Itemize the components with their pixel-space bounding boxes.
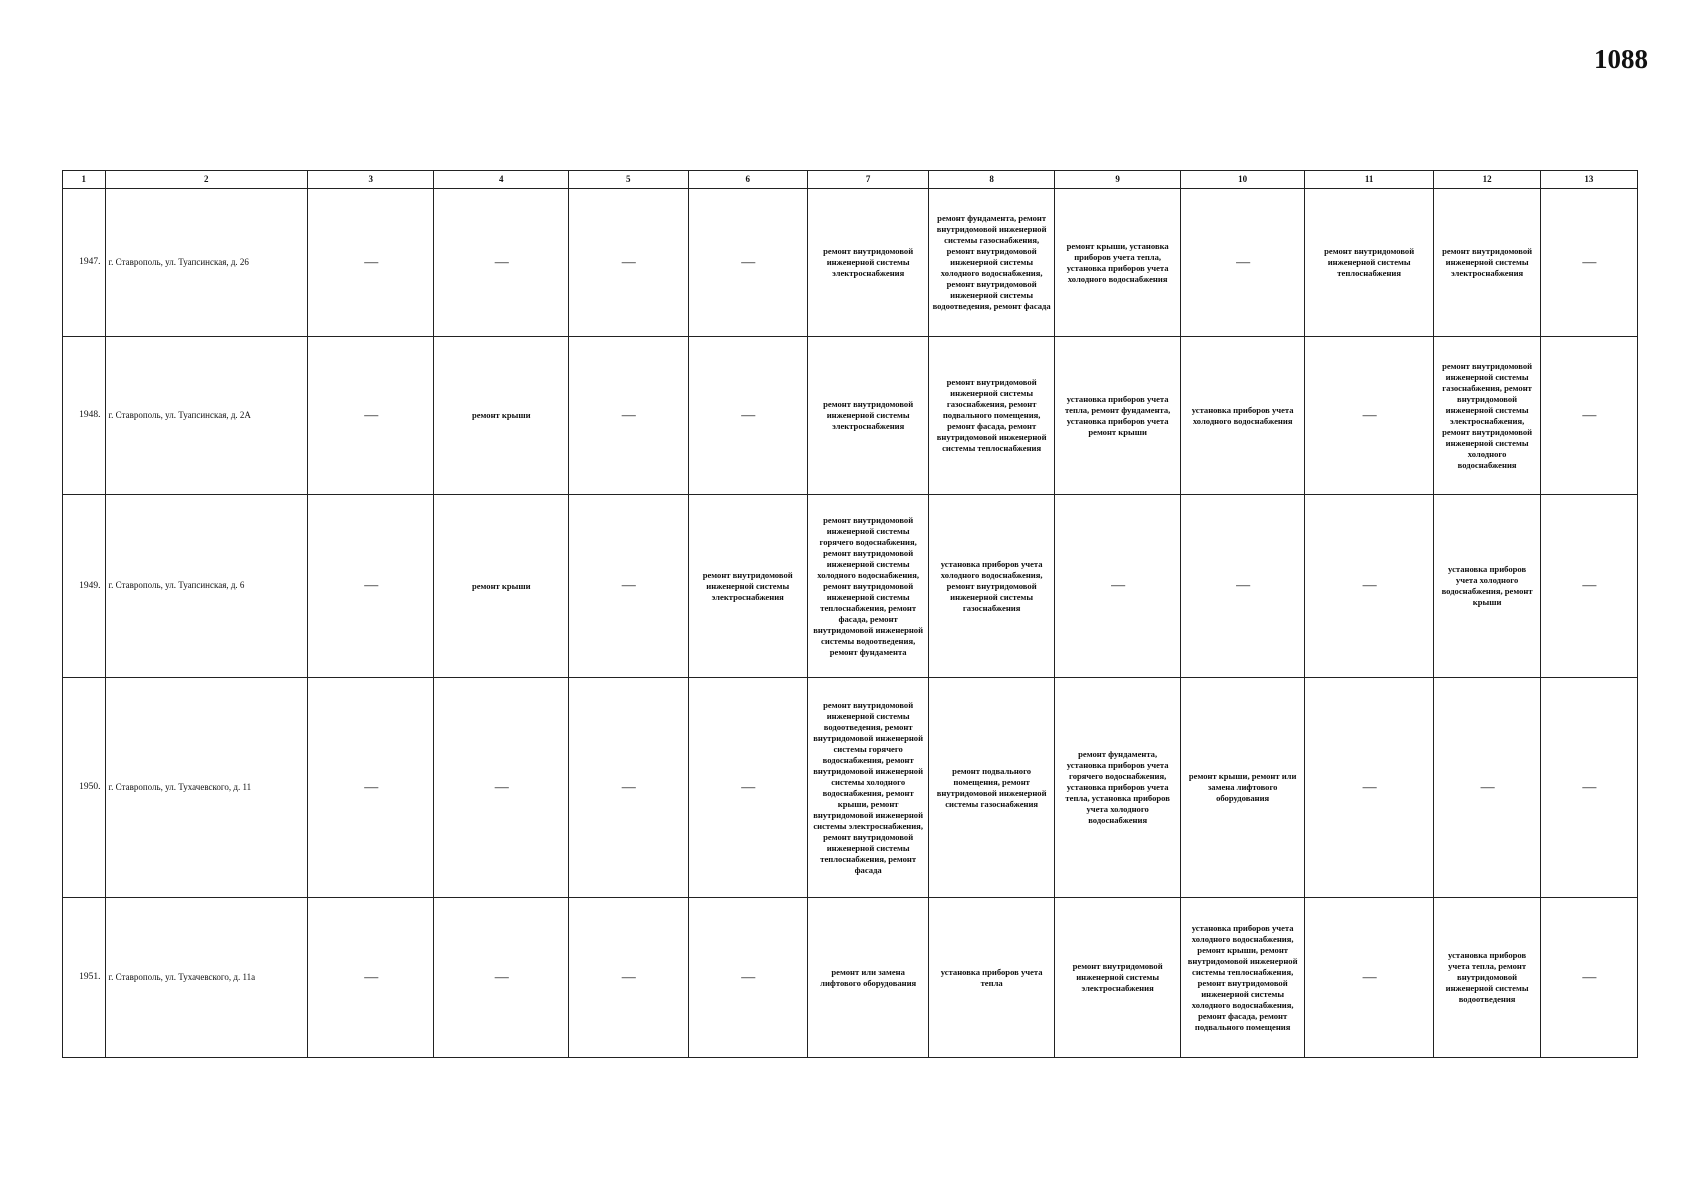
- work-cell: [688, 678, 807, 898]
- work-cell: [307, 495, 434, 678]
- work-cell: [1540, 898, 1637, 1058]
- column-header: 2: [105, 171, 307, 189]
- work-cell: [688, 898, 807, 1058]
- empty-dash: —: [741, 779, 755, 795]
- empty-dash: —: [1362, 779, 1376, 795]
- empty-dash: —: [621, 578, 635, 594]
- empty-dash: —: [741, 254, 755, 270]
- column-header: 8: [929, 171, 1055, 189]
- empty-dash: —: [1236, 578, 1250, 594]
- work-cell: установка приборов учета холодного водоснабжения, ремонт внутридомовой инженерной системы газоснабжения: [929, 495, 1055, 678]
- work-cell: ремонт внутридомовой инженерной системы электроснабжения: [1054, 898, 1181, 1058]
- column-header: 7: [807, 171, 928, 189]
- work-cell: [307, 337, 434, 495]
- work-cell: ремонт внутридомовой инженерной системы теплоснабжения: [1304, 189, 1434, 337]
- address-cell: г. Ставрополь, ул. Туапсинская, д. 26: [105, 189, 307, 337]
- empty-dash: —: [1362, 578, 1376, 594]
- address-cell: г. Ставрополь, ул. Тухачевского, д. 11а: [105, 898, 307, 1058]
- empty-dash: —: [1582, 779, 1596, 795]
- work-cell: ремонт крыши: [434, 337, 569, 495]
- work-cell: [569, 189, 688, 337]
- work-cell: установка приборов учета тепла: [929, 898, 1055, 1058]
- empty-dash: —: [621, 969, 635, 985]
- empty-dash: —: [1362, 969, 1376, 985]
- row-number: 1950.: [63, 678, 106, 898]
- work-cell: ремонт внутридомовой инженерной системы электроснабжения: [807, 189, 928, 337]
- empty-dash: —: [1582, 407, 1596, 423]
- work-cell: [1540, 495, 1637, 678]
- work-cell: [307, 898, 434, 1058]
- empty-dash: —: [621, 779, 635, 795]
- empty-dash: —: [364, 578, 378, 594]
- work-cell: ремонт крыши: [434, 495, 569, 678]
- empty-dash: —: [741, 969, 755, 985]
- work-cell: ремонт фундамента, установка приборов учета горячего водоснабжения, установка приборов учета тепла, установка приборов учета холодного водоснабжения: [1054, 678, 1181, 898]
- work-cell: [569, 678, 688, 898]
- column-header: 9: [1054, 171, 1181, 189]
- page-number: 1088: [1594, 44, 1648, 74]
- work-cell: [1181, 189, 1304, 337]
- work-cell: ремонт фундамента, ремонт внутридомовой инженерной системы газоснабжения, ремонт внутридомовой инженерной системы холодного водоснабжения, ремонт внутридомовой инженерной системы водоотведения, ремонт фасада: [929, 189, 1055, 337]
- row-number: 1947.: [63, 189, 106, 337]
- empty-dash: —: [1480, 779, 1494, 795]
- work-cell: [1304, 337, 1434, 495]
- capital-repair-plan-table: [62, 170, 1638, 1058]
- work-cell: [434, 678, 569, 898]
- work-cell: [1540, 189, 1637, 337]
- row-number: 1949.: [63, 495, 106, 678]
- empty-dash: —: [494, 969, 508, 985]
- row-number: 1951.: [63, 898, 106, 1058]
- table-row: [63, 678, 1638, 898]
- empty-dash: —: [621, 254, 635, 270]
- work-cell: установка приборов учета тепла, ремонт фундамента, установка приборов учета ремонт крыши: [1054, 337, 1181, 495]
- work-cell: ремонт крыши, ремонт или замена лифтового оборудования: [1181, 678, 1304, 898]
- work-cell: ремонт крыши, установка приборов учета тепла, установка приборов учета холодного водоснабжения: [1054, 189, 1181, 337]
- work-cell: установка приборов учета холодного водоснабжения, ремонт крыши: [1434, 495, 1540, 678]
- column-header: 12: [1434, 171, 1540, 189]
- work-cell: [434, 189, 569, 337]
- empty-dash: —: [364, 407, 378, 423]
- column-header: 11: [1304, 171, 1434, 189]
- work-cell: ремонт внутридомовой инженерной системы горячего водоснабжения, ремонт внутридомовой инженерной системы холодного водоснабжения, ремонт внутридомовой инженерной системы теплоснабжения, ремонт фасада, ремонт внутридомовой инженерной системы водоотведения, ремонт фундамента: [807, 495, 928, 678]
- work-cell: ремонт внутридомовой инженерной системы газоснабжения, ремонт внутридомовой инженерной системы электроснабжения, ремонт внутридомовой инженерной системы холодного водоснабжения: [1434, 337, 1540, 495]
- empty-dash: —: [741, 407, 755, 423]
- address-cell: г. Ставрополь, ул. Тухачевского, д. 11: [105, 678, 307, 898]
- work-cell: установка приборов учета холодного водоснабжения: [1181, 337, 1304, 495]
- column-header: 5: [569, 171, 688, 189]
- work-cell: ремонт подвального помещения, ремонт внутридомовой инженерной системы газоснабжения: [929, 678, 1055, 898]
- column-number-row: [63, 171, 1638, 189]
- work-cell: [307, 189, 434, 337]
- work-cell: [1540, 678, 1637, 898]
- work-cell: ремонт внутридомовой инженерной системы газоснабжения, ремонт подвального помещения, ремонт фасада, ремонт внутридомовой инженерной системы теплоснабжения: [929, 337, 1055, 495]
- column-header: 13: [1540, 171, 1637, 189]
- work-cell: ремонт внутридомовой инженерной системы электроснабжения: [1434, 189, 1540, 337]
- work-cell: [1434, 678, 1540, 898]
- column-header: 4: [434, 171, 569, 189]
- table-row: [63, 189, 1638, 337]
- work-cell: [1304, 678, 1434, 898]
- work-cell: [1054, 495, 1181, 678]
- row-number: 1948.: [63, 337, 106, 495]
- work-cell: ремонт внутридомовой инженерной системы электроснабжения: [807, 337, 928, 495]
- empty-dash: —: [1582, 254, 1596, 270]
- work-cell: [569, 898, 688, 1058]
- work-cell: ремонт внутридомовой инженерной системы электроснабжения: [688, 495, 807, 678]
- table-row: [63, 495, 1638, 678]
- table-row: [63, 337, 1638, 495]
- column-header: 10: [1181, 171, 1304, 189]
- address-cell: г. Ставрополь, ул. Туапсинская, д. 2А: [105, 337, 307, 495]
- column-header: 1: [63, 171, 106, 189]
- empty-dash: —: [364, 969, 378, 985]
- work-cell: [1304, 495, 1434, 678]
- empty-dash: —: [494, 254, 508, 270]
- work-cell: [434, 898, 569, 1058]
- column-header: 6: [688, 171, 807, 189]
- work-cell: [688, 337, 807, 495]
- empty-dash: —: [364, 254, 378, 270]
- work-cell: [307, 678, 434, 898]
- work-cell: [688, 189, 807, 337]
- empty-dash: —: [1362, 407, 1376, 423]
- column-header: 3: [307, 171, 434, 189]
- work-cell: установка приборов учета тепла, ремонт внутридомовой инженерной системы водоотведения: [1434, 898, 1540, 1058]
- work-cell: [1304, 898, 1434, 1058]
- empty-dash: —: [364, 779, 378, 795]
- empty-dash: —: [494, 779, 508, 795]
- work-cell: [569, 337, 688, 495]
- work-cell: [569, 495, 688, 678]
- address-cell: г. Ставрополь, ул. Туапсинская, д. 6: [105, 495, 307, 678]
- work-cell: [1540, 337, 1637, 495]
- work-cell: установка приборов учета холодного водоснабжения, ремонт крыши, ремонт внутридомовой инженерной системы теплоснабжения, ремонт внутридомовой инженерной системы холодного водоснабжения, ремонт фасада, ремонт подвального помещения: [1181, 898, 1304, 1058]
- work-cell: ремонт или замена лифтового оборудования: [807, 898, 928, 1058]
- empty-dash: —: [1111, 578, 1125, 594]
- work-cell: [1181, 495, 1304, 678]
- empty-dash: —: [1236, 254, 1250, 270]
- empty-dash: —: [621, 407, 635, 423]
- empty-dash: —: [1582, 969, 1596, 985]
- table-row: [63, 898, 1638, 1058]
- empty-dash: —: [1582, 578, 1596, 594]
- work-cell: ремонт внутридомовой инженерной системы водоотведения, ремонт внутридомовой инженерной системы горячего водоснабжения, ремонт внутридомовой инженерной системы холодного водоснабжения, ремонт крыши, ремонт внутридомовой инженерной системы электроснабжения, ремонт внутридомовой инженерной системы теплоснабжения, ремонт фасада: [807, 678, 928, 898]
